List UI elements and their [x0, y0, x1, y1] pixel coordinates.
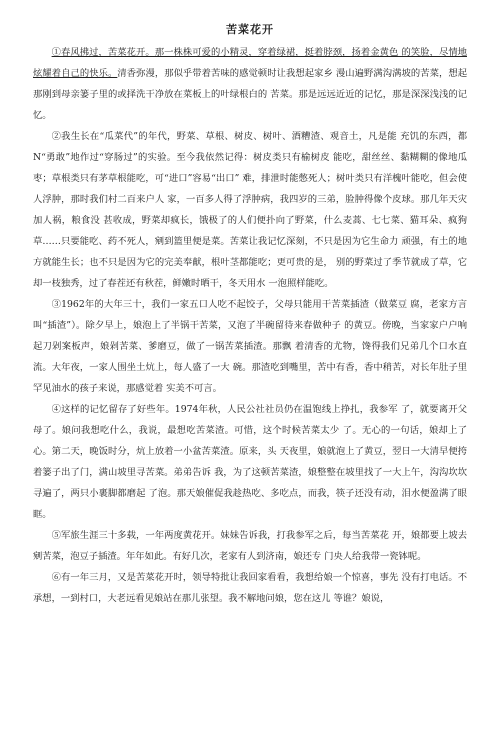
paragraph-4 — [33, 399, 467, 525]
paragraph-6-text: ⑥有一年三月，又是苦菜花开时，领导特批让我回家看看，我想给娘一个惊喜，事先 没有打电话。不承想，一到村口，大老远看见娘站在那儿张望。我不解地问娘，您在这儿 等谁？娘说， — [33, 572, 467, 604]
paragraph-5 — [33, 525, 467, 567]
paragraph-1 — [33, 42, 467, 126]
paragraph-2 — [33, 126, 467, 294]
paragraph-4-text: ④这样的记忆留存了好些年。1974年秋，人民公社社员仍在温饱线上挣扎，我参军 了，就要离开父母了。娘问我想吃什么，我说，最想吃苦菜渣。可惜，这个时候苦菜太少 了。无心的一句话，娘却上了心。第二天，晚饭时分，炕上放着一小盆苦菜渣。原来，头 天夜里，娘就泡上了黄豆，翌日一大清早便挎着篓子出了门，满山坡里寻苦菜。弟弟告诉 我，为了这顿苦菜渣，娘整整在坡里找了一大上午，沟沟坎坎寻遍了，两只小裹脚都磨起 了泡。那天娘催促我趁热吃、多吃点，而我，筷子还没有动，泪水便盈满了眼眶。 — [33, 404, 467, 520]
paragraph-1-underlined-text: ①春风拂过，苦菜花开。那一株株可爱的小精灵，穿着绿裙，挺着脖颈，扬着金黄色 的笑脸，尽情地炫耀着自己的快乐。 — [33, 47, 467, 79]
paragraph-1-text: 清香弥漫，那似乎带着苦味的感觉顿时让我想起家乡 漫山遍野满沟满坡的苦菜，想起那刚到母亲篓子里的或择洗干净放在菜板上的叶绿根白的 苦菜。那是远远近近的记忆，那是深深浅浅的记忆。 — [33, 68, 467, 121]
article-title: 苦菜花开 — [226, 23, 274, 36]
paragraph-5-text: ⑤军旅生涯三十多载，一年两度黄花开。妹妹告诉我，打我参军之后，每当苦菜花 开，娘都要上坡去剜苦菜，泡豆子插渣。年年如此。有好几次，老家有人到济南，娘还专 门央人给我带一瓷钵呢。 — [33, 530, 467, 562]
paragraph-6 — [33, 567, 467, 609]
paragraph-3 — [33, 294, 467, 399]
paragraph-2-text: ②我生长在“瓜菜代”的年代，野菜、草根、树皮、树叶、酒糟渣、观音土，凡是能 充饥的东西，都N“勇敢”地作过“穿肠过”的实验。至今我依然记得：树皮类只有榆树皮 能吃，甜丝丝、黏糊糊的像地瓜枣；草根类只有茅草根能吃，可“进口”容易“出口” 难，排泄时能憋死人；树叶类只有洋槐叶能吃，但会使人浮肿，那时我们村二百来户人 家，一百多人得了浮肿病，我四岁的三弟，脸肿得像个皮球。那几年天灾加人祸，粮食没 甚收成，野菜却疯长，饿极了的人们便扑向了野菜，什么麦蒿、七七菜、猫耳朵、疯狗 草……只要能吃、药不死人，剜到篮里便是菜。苦菜让我记忆深刻，不只是因为它生命力 顽强，有土的地方就能生长；也不只是因为它的完美奉献，根叶茎都能吃；更可贵的是， 别的野菜过了季节就成了草，它却一枝独秀，过了春茬还有秋茬，鲜嫩时晒干，冬天用水 一泡照样能吃。 — [33, 131, 467, 289]
paragraph-3-text: ③1962年的大年三十，我们一家五口人吃不起饺子，父母只能用干苦菜插渣（做菜豆 腐，老家方言叫“插渣”）。除夕早上，娘泡上了半锅干苦菜，又泡了半碗留待来春做种子 的黄豆。傍晚，当家家户户响起刀剁案板声，娘剁苦菜、爹磨豆，做了一锅苦菜插渣。那飘 着清香的尤物，馋得我们兄弟几个口水直流。大年夜，一家人围坐土炕上，每人盛了一大 碗。那渣吃到嘴里，苦中有香，香中稍苦，对长年肚子里罕见油水的孩子来说，那感觉着 实美不可言。 — [33, 299, 467, 394]
